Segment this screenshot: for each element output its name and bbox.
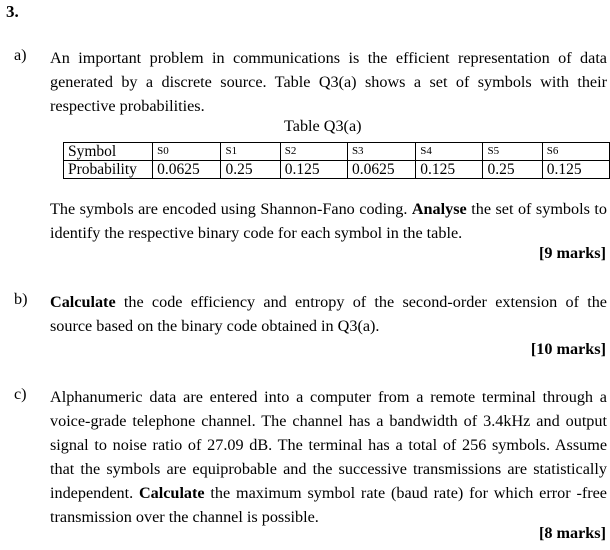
- part-a-label: a): [14, 46, 27, 64]
- part-a-task-pre: The symbols are encoded using Shannon-Fano coding.: [50, 200, 412, 218]
- table-cell-symbol: S5: [483, 143, 542, 161]
- table-cell-probability: 0.125: [416, 161, 483, 179]
- table-cell-symbol: S3: [347, 143, 415, 161]
- part-a-task-post: the set of symbols to identify the respective binary code for each symbol in the table.: [50, 200, 607, 242]
- table-cell-symbol: S4: [416, 143, 483, 161]
- table-cell-symbol: S2: [280, 143, 347, 161]
- table-cell-symbol: S1: [221, 143, 280, 161]
- table-cell-probability: 0.25: [221, 161, 280, 179]
- part-c-bold: Calculate: [138, 484, 205, 502]
- part-c-marks: [8 marks]: [539, 524, 606, 542]
- table-header-probability: Probability: [64, 161, 153, 179]
- part-c-body-pre: Alphanumeric data are entered into a computer from a remote terminal through a voice-grade telephone channel. The channel has a bandwidth of 3.4kHz and output signal to noise ratio of 27.09 dB. The terminal has a total of 256 symbols. Assume that the symbols are equiprobable and the successive transmissions are statistically independent.: [50, 388, 607, 502]
- part-a-marks: [9 marks]: [539, 244, 606, 262]
- part-b-label: b): [14, 290, 28, 308]
- table-cell-symbol: S6: [542, 143, 609, 161]
- part-a-intro: An important problem in communications is the efficient representation of data generated by a discrete source. Table Q3(a) shows a set of symbols with their respective probabilities.: [50, 49, 607, 115]
- table-row-symbols: [64, 143, 610, 161]
- table-title: Table Q3(a): [284, 117, 362, 135]
- table-cell-probability: 0.25: [483, 161, 542, 179]
- part-a-task-bold: Analyse: [411, 200, 467, 218]
- part-c-label: c): [14, 385, 27, 403]
- part-b-marks: [10 marks]: [530, 340, 606, 358]
- table-cell-probability: 0.125: [542, 161, 609, 179]
- table-row-probabilities: [64, 161, 610, 179]
- part-b-text: [50, 290, 607, 338]
- table-cell-probability: 0.0625: [153, 161, 221, 179]
- part-b-bold: Calculate: [50, 293, 116, 311]
- symbol-probability-table: [63, 142, 610, 179]
- table-cell-probability: 0.125: [280, 161, 347, 179]
- table-header-symbol: Symbol: [64, 143, 153, 161]
- part-b-body: the code efficiency and entropy of the second-order extension of the source based on the binary code obtained in Q3(a).: [50, 293, 607, 335]
- question-number: 3.: [6, 2, 19, 21]
- part-c-text: [50, 385, 607, 529]
- table-cell-probability: 0.0625: [347, 161, 415, 179]
- part-c-body-post: the maximum symbol rate (baud rate) for which error -free transmission over the channel is possible.: [50, 484, 607, 526]
- part-a-task: [50, 197, 607, 245]
- table-cell-symbol: S0: [153, 143, 221, 161]
